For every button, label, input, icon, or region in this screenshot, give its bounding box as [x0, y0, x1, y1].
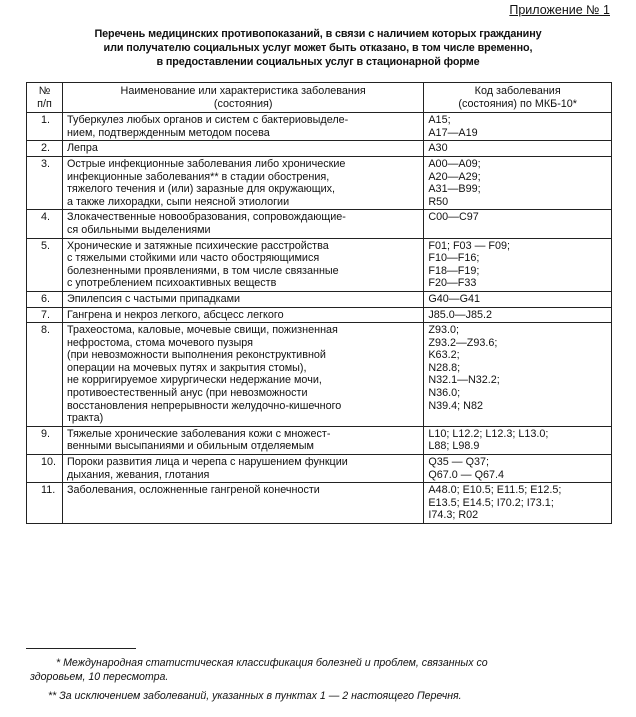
icd-code-line: A00—A09; — [428, 157, 481, 170]
disease-name-cell — [62, 156, 423, 209]
row-number: 9. — [27, 426, 63, 454]
icd-code-line: A30 — [428, 142, 448, 155]
document-title — [18, 27, 618, 69]
icd-code-line: C00—C97 — [428, 211, 479, 224]
disease-name-line: инфекционные заболевания** в стадии обострения, — [66, 170, 330, 183]
table-row — [27, 156, 612, 209]
title-line: или получателю социальных услуг может быть отказано, в том числе временно, — [103, 42, 533, 54]
icd-code-line: I74.3; R02 — [428, 509, 479, 522]
disease-name-cell — [62, 291, 423, 307]
row-number: 1. — [27, 113, 63, 141]
table-header-row — [27, 83, 612, 113]
disease-name-cell — [62, 323, 423, 427]
icd-code-line: F10—F16; — [428, 252, 480, 265]
disease-name-line: Острые инфекционные заболевания либо хронические — [66, 157, 346, 170]
table-row — [27, 323, 612, 427]
footnote-icd-continued: здоровьем, 10 пересмотра. — [30, 671, 169, 683]
icd-code-line: A17—A19 — [428, 126, 478, 139]
icd-code-line: J85.0—J85.2 — [428, 308, 492, 321]
row-number: 10. — [27, 455, 63, 483]
table-row — [27, 455, 612, 483]
row-number: 8. — [27, 323, 63, 427]
appendix-label: Приложение № 1 — [509, 3, 610, 17]
header-icd-code: Код заболевания (состояния) по МКБ-10* — [424, 83, 612, 113]
footnote-divider — [26, 648, 136, 649]
icd-code-line: N28.8; — [428, 361, 461, 374]
disease-name-line: дыхания, жевания, глотания — [66, 468, 210, 481]
icd-code-cell — [424, 483, 612, 524]
icd-code-cell — [424, 455, 612, 483]
icd-code-line: L88; L98.9 — [428, 440, 480, 453]
header-disease-name: Наименование или характеристика заболевания (состояния) — [62, 83, 423, 113]
icd-code-line: N39.4; N82 — [428, 399, 483, 412]
icd-code-cell — [424, 291, 612, 307]
table-row — [27, 141, 612, 157]
disease-name-line: нефростома, стома мочевого пузыря — [66, 336, 253, 349]
disease-name-cell — [62, 238, 423, 291]
icd-code-line: A15; — [428, 114, 451, 127]
icd-code-line: A20—A29; — [428, 170, 481, 183]
disease-name-cell — [62, 426, 423, 454]
disease-name-cell — [62, 113, 423, 141]
row-number: 6. — [27, 291, 63, 307]
disease-name-line: Злокачественные новообразования, сопровождающие- — [66, 211, 346, 224]
disease-name-line: операции на мочевых путях и закрытия стомы), — [66, 361, 307, 374]
disease-name-line: болезненными проявлениями, в том числе связанные — [66, 264, 339, 277]
row-number: 11. — [27, 483, 63, 524]
disease-name-line: с употреблением психоактивных веществ — [66, 277, 277, 290]
row-number: 3. — [27, 156, 63, 209]
icd-code-line: Z93.0; — [428, 324, 459, 337]
table-row — [27, 307, 612, 323]
disease-name-cell — [62, 307, 423, 323]
disease-name-line: Хронические и затяжные психические расстройства — [66, 239, 329, 252]
icd-code-cell — [424, 238, 612, 291]
disease-name-line: (при невозможности выполнения реконструктивной — [66, 349, 326, 362]
disease-name-line: а также лихорадки, сыпи неясной этиологии — [66, 195, 290, 208]
icd-code-line: Z93.2—Z93.6; — [428, 336, 498, 349]
header-number: № п/п — [27, 83, 63, 113]
disease-name-cell — [62, 455, 423, 483]
icd-code-cell — [424, 210, 612, 238]
icd-code-cell — [424, 141, 612, 157]
disease-name-line: Туберкулез любых органов и систем с бактериовыделе- — [66, 114, 349, 127]
row-number: 7. — [27, 307, 63, 323]
disease-name-line: тракта) — [66, 412, 104, 425]
icd-code-line: K63.2; — [428, 349, 460, 362]
icd-code-line: G40—G41 — [428, 292, 480, 305]
disease-name-line: венными высыпаниями и обильным отделяемым — [66, 440, 314, 453]
icd-code-line: L10; L12.2; L12.3; L13.0; — [428, 427, 549, 440]
icd-code-line: R50 — [428, 195, 449, 208]
title-line: Перечень медицинских противопоказаний, в связи с наличием которых гражданину — [94, 28, 542, 40]
disease-name-line: Гангрена и некроз легкого, абсцесс легкого — [66, 308, 284, 321]
icd-code-line: A31—B99; — [428, 183, 481, 196]
icd-code-cell — [424, 113, 612, 141]
contraindications-table — [26, 82, 612, 524]
table-row — [27, 426, 612, 454]
icd-code-cell — [424, 426, 612, 454]
table-row — [27, 483, 612, 524]
title-line: в предоставлении социальных услуг в стационарной форме — [156, 56, 480, 68]
disease-name-line: Эпилепсия с частыми припадками — [66, 292, 241, 305]
disease-name-line: не корригируемое хирургически недержание мочи, — [66, 374, 322, 387]
icd-code-line: N32.1—N32.2; — [428, 374, 500, 387]
disease-name-line: Лепра — [66, 142, 98, 155]
disease-name-line: Пороки развития лица и черепа с нарушением функции — [66, 456, 348, 469]
disease-name-line: тяжелого течения и (или) заразные для окружающих, — [66, 183, 336, 196]
row-number: 2. — [27, 141, 63, 157]
footnote-icd: * Международная статистическая классификация болезней и проблем, связанных со — [56, 657, 488, 669]
icd-code-cell — [424, 156, 612, 209]
table-row — [27, 291, 612, 307]
footnote-exclusion: ** За исключением заболеваний, указанных в пунктах 1 — 2 настоящего Перечня. — [48, 690, 462, 702]
icd-code-line: Q35 — Q37; — [428, 456, 489, 469]
icd-code-line: E13.5; E14.5; I70.2; I73.1; — [428, 496, 554, 509]
disease-name-line: с тяжелыми стойкими или часто обостряющимися — [66, 252, 320, 265]
disease-name-cell — [62, 141, 423, 157]
icd-code-cell — [424, 307, 612, 323]
disease-name-line: нием, подтвержденным методом посева — [66, 126, 270, 139]
icd-code-line: F20—F33 — [428, 277, 477, 290]
icd-code-line: F18—F19; — [428, 264, 480, 277]
disease-name-cell — [62, 210, 423, 238]
icd-code-line: A48.0; E10.5; E11.5; E12.5; — [428, 484, 562, 497]
disease-name-line: противоестественный анус (при невозможности — [66, 387, 308, 400]
table-row — [27, 238, 612, 291]
icd-code-line: N36.0; — [428, 387, 461, 400]
disease-name-line: восстановления непрерывности желудочно-кишечного — [66, 399, 342, 412]
disease-name-line: Трахеостома, каловые, мочевые свищи, пожизненная — [66, 324, 338, 337]
table-row — [27, 210, 612, 238]
row-number: 5. — [27, 238, 63, 291]
row-number: 4. — [27, 210, 63, 238]
disease-name-cell — [62, 483, 423, 524]
icd-code-line: Q67.0 — Q67.4 — [428, 468, 504, 481]
icd-code-cell — [424, 323, 612, 427]
disease-name-line: Тяжелые хронические заболевания кожи с множест- — [66, 427, 331, 440]
disease-name-line: ся обильными выделениями — [66, 223, 211, 236]
table-row — [27, 113, 612, 141]
disease-name-line: Заболевания, осложненные гангреной конечности — [66, 484, 320, 497]
icd-code-line: F01; F03 — F09; — [428, 239, 510, 252]
